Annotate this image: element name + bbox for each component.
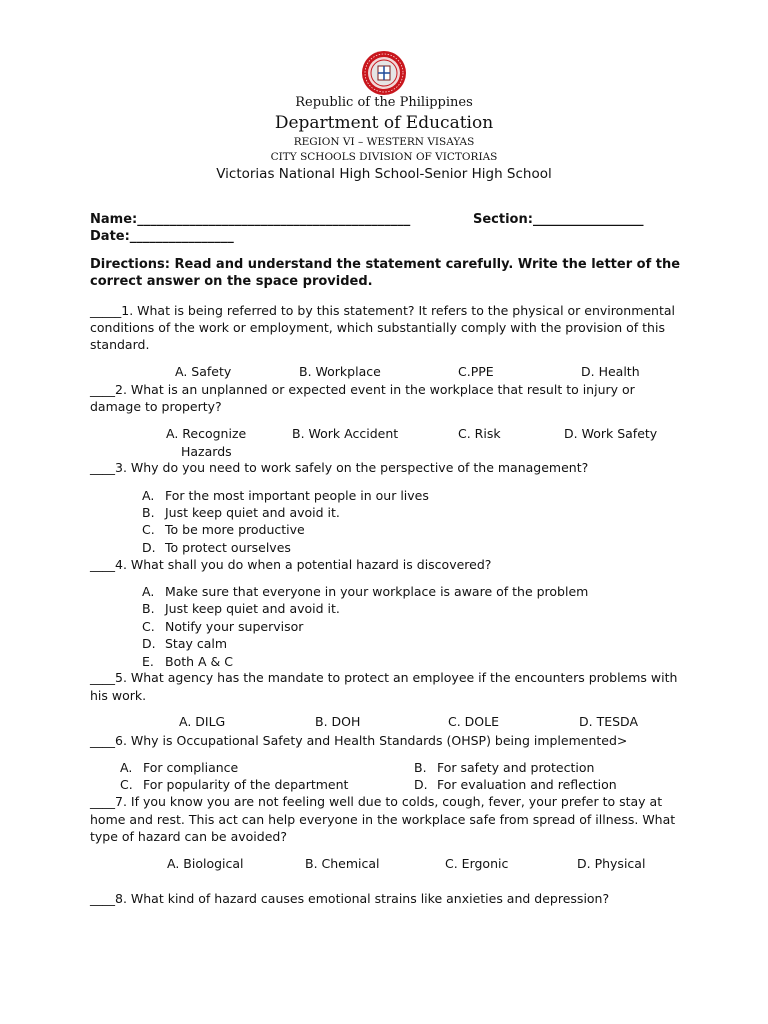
choice: B. DOH xyxy=(315,714,361,729)
choice-letter: B. xyxy=(142,601,155,616)
question-text: conditions of the work or employment, which substantially comply with the provision of this xyxy=(90,320,665,335)
question-text: home and rest. This act can help everyone in the workplace safe from spread of illness. What xyxy=(90,812,676,827)
choice: A. Biological xyxy=(167,856,244,871)
choice: Stay calm xyxy=(165,636,228,651)
seal-icon xyxy=(361,50,407,96)
header-department: Department of Education xyxy=(274,113,494,133)
choice: A. Safety xyxy=(175,364,232,379)
choice: B. Work Accident xyxy=(292,426,399,441)
choice-letter: D. xyxy=(142,636,156,651)
choice-letter: C. xyxy=(120,777,133,792)
choice: D. Health xyxy=(581,364,640,379)
choice-letter: E. xyxy=(142,654,154,669)
question-text: ____3. Why do you need to work safely on the perspective of the management? xyxy=(90,460,589,475)
choice: Hazards xyxy=(181,444,232,459)
choice-letter: C. xyxy=(142,522,155,537)
question-text: _____1. What is being referred to by this statement? It refers to the physical or environmental xyxy=(90,303,676,318)
choice: D. TESDA xyxy=(579,714,638,729)
header-school: Victorias National High School-Senior High School xyxy=(216,166,552,182)
choice-letter: B. xyxy=(414,760,427,775)
choice-letter: D. xyxy=(142,540,156,555)
question-text: damage to property? xyxy=(90,399,222,414)
choice-letter: C. xyxy=(142,619,155,634)
choice: B. Chemical xyxy=(305,856,380,871)
choice: Both A & C xyxy=(165,654,233,669)
header-republic: Republic of the Philippines xyxy=(295,95,473,110)
choice: B. Workplace xyxy=(299,364,381,379)
name-field[interactable]: Name:__________________________________________ xyxy=(90,212,411,227)
choice-letter: A. xyxy=(120,760,133,775)
question-text: type of hazard can be avoided? xyxy=(90,829,287,844)
choice: C. Ergonic xyxy=(445,856,509,871)
choice: To protect ourselves xyxy=(165,540,291,555)
directions-line-2: correct answer on the space provided. xyxy=(90,274,373,289)
choice-letter: A. xyxy=(142,488,155,503)
question-text: ____5. What agency has the mandate to protect an employee if the encounters problems with xyxy=(90,670,678,685)
choice: C.PPE xyxy=(458,364,494,379)
question-text: standard. xyxy=(90,337,150,352)
question-text: ____2. What is an unplanned or expected event in the workplace that result to injury or xyxy=(90,382,635,397)
choice: For compliance xyxy=(143,760,239,775)
choice: For popularity of the department xyxy=(143,777,349,792)
choice: Just keep quiet and avoid it. xyxy=(165,505,340,520)
question-text: his work. xyxy=(90,688,147,703)
directions-line-1: Directions: Read and understand the statement carefully. Write the letter of the xyxy=(90,257,681,272)
choice: For evaluation and reflection xyxy=(437,777,617,792)
choice: D. Work Safety xyxy=(564,426,658,441)
question-text: ____8. What kind of hazard causes emotional strains like anxieties and depression? xyxy=(90,891,610,906)
choice: To be more productive xyxy=(165,522,305,537)
section-field[interactable]: Section:_________________ xyxy=(473,212,644,227)
date-field[interactable]: Date:________________ xyxy=(90,229,234,244)
choice: Make sure that everyone in your workplace is aware of the problem xyxy=(165,584,589,599)
question-text: ____6. Why is Occupational Safety and Health Standards (OHSP) being implemented> xyxy=(90,733,628,748)
choice-letter: B. xyxy=(142,505,155,520)
choice: C. Risk xyxy=(458,426,501,441)
choice: C. DOLE xyxy=(448,714,500,729)
choice: D. Physical xyxy=(577,856,646,871)
choice: For safety and protection xyxy=(437,760,595,775)
choice: For the most important people in our lives xyxy=(165,488,429,503)
header-region: REGION VI – WESTERN VISAYAS xyxy=(293,136,475,148)
choice-letter: A. xyxy=(142,584,155,599)
choice: Notify your supervisor xyxy=(165,619,304,634)
choice: A. DILG xyxy=(179,714,226,729)
choice: A. Recognize xyxy=(166,426,247,441)
header-division: CITY SCHOOLS DIVISION OF VICTORIAS xyxy=(270,151,498,163)
choice: Just keep quiet and avoid it. xyxy=(165,601,340,616)
deped-seal xyxy=(361,50,407,96)
choice-letter: D. xyxy=(414,777,428,792)
question-text: ____7. If you know you are not feeling well due to colds, cough, fever, your prefer to stay at xyxy=(90,794,663,809)
question-text: ____4. What shall you do when a potential hazard is discovered? xyxy=(90,557,492,572)
